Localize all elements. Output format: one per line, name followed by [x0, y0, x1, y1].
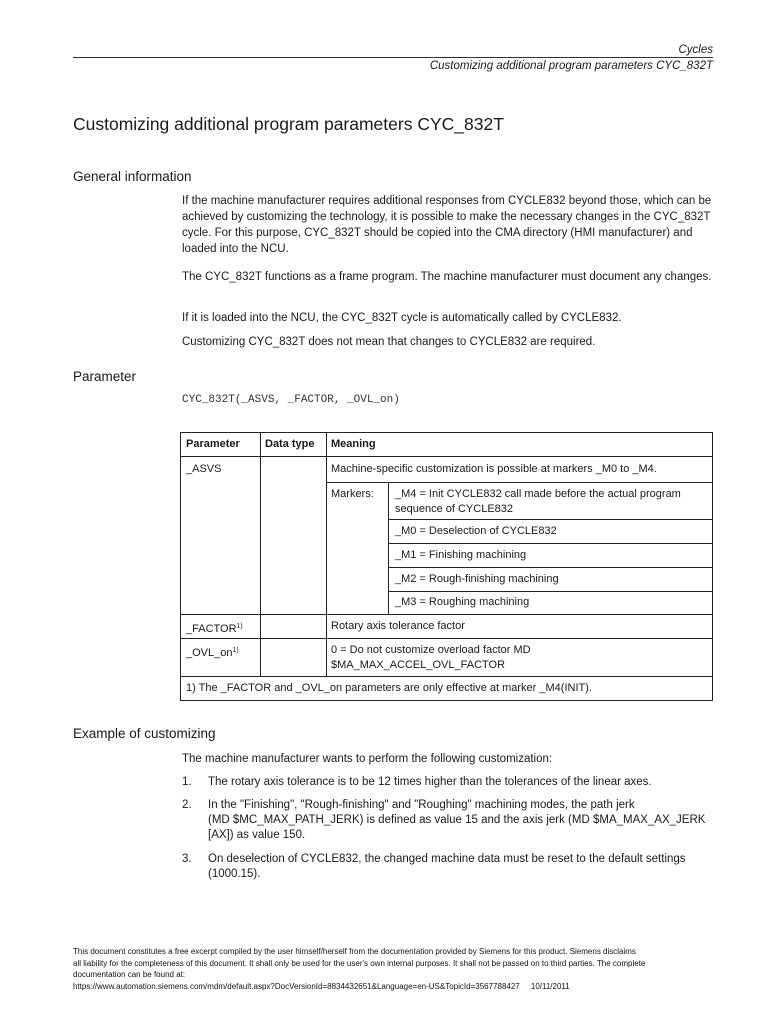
table-header-parameter: Parameter — [186, 438, 240, 450]
footer-disclaimer — [73, 946, 718, 992]
list-item-number: 1. — [182, 776, 192, 788]
table-rule — [388, 567, 713, 568]
example-intro: The machine manufacturer wants to perform the following customization: — [182, 753, 553, 765]
marker-m3: _M3 = Roughing machining — [395, 596, 530, 608]
parameter-heading: Parameter — [73, 369, 137, 384]
markers-label: Markers: — [331, 488, 374, 500]
marker-m2: _M2 = Rough-finishing machining — [395, 573, 559, 585]
footer-source — [73, 981, 718, 993]
table-rule — [180, 676, 713, 677]
table-rule — [388, 591, 713, 592]
asvs-meaning: Machine-specific customization is possible at markers _M0 to _M4. — [331, 463, 657, 475]
table-rule — [388, 543, 713, 544]
marker-m0: _M0 = Deselection of CYCLE832 — [395, 525, 557, 537]
header-rule — [73, 57, 713, 58]
factor-meaning: Rotary axis tolerance factor — [331, 620, 465, 632]
ovl-meaning-line: 0 = Do not customize overload factor MD — [331, 644, 531, 656]
param-factor-name: _FACTOR — [186, 623, 237, 635]
parameter-table — [180, 432, 713, 701]
table-rule — [326, 432, 327, 676]
list-item-text: In the "Finishing", "Rough-finishing" and "Roughing" machining modes, the path jerk — [208, 799, 635, 811]
syntax-line: CYC_832T(_ASVS, _FACTOR, _OVL_on) — [182, 394, 400, 406]
general-information-heading: General information — [73, 169, 192, 184]
param-asvs: _ASVS — [186, 463, 222, 475]
table-header-meaning: Meaning — [331, 438, 376, 450]
table-header-data-type: Data type — [265, 438, 315, 450]
footnote-ref: 1) — [232, 647, 239, 654]
footer-line: documentation can be found at: — [73, 970, 186, 979]
footnote-ref: 1) — [236, 623, 243, 630]
param-ovl-on-name: _OVL_on — [186, 647, 233, 659]
general-paragraph: Customizing CYC_832T does not mean that changes to CYCLE832 are required. — [182, 336, 596, 348]
general-paragraph: If the machine manufacturer requires additional responses from CYCLE832 beyond those, which can be achieved by customizing the technology, it is possible to make the necessary changes in the CYC_832T cycle. For this purpose, CYC_832T should be copied into the CMA directory (HMI manufacturer) and loaded into the NCU. — [182, 195, 712, 255]
table-rule — [712, 432, 713, 701]
footer-line: all liability for the completeness of this document. It shall only be used for the user's own internal purposes. It shall not be passed on to third parties. The complete — [73, 958, 646, 968]
table-rule — [180, 700, 713, 701]
table-rule — [180, 432, 181, 701]
ovl-meaning-line: $MA_MAX_ACCEL_OVL_FACTOR — [331, 659, 506, 671]
table-footnote: 1) The _FACTOR and _OVL_on parameters are only effective at marker _M4(INIT). — [186, 682, 592, 694]
marker-m4: _M4 = Init CYCLE832 call made before the actual program sequence of CYCLE832 — [395, 488, 681, 515]
page-title: Customizing additional program parameters CYC_832T — [73, 114, 504, 134]
table-rule — [260, 432, 261, 676]
list-item-text: On deselection of CYCLE832, the changed machine data must be reset to the default settings — [208, 853, 686, 865]
list-item-text: The rotary axis tolerance is to be 12 times higher than the tolerances of the linear axes. — [208, 776, 652, 788]
list-item-number: 2. — [182, 799, 192, 811]
param-ovl-on — [186, 643, 239, 661]
footer-url: https://www.automation.siemens.com/mdm/default.aspx?DocVersionId=8834432651&Language=en-US&TopicId=3567788427 — [73, 981, 520, 991]
table-rule — [388, 519, 713, 520]
table-rule — [326, 482, 713, 483]
running-header-chapter: Cycles — [678, 44, 713, 56]
footer-line: This document constitutes a free excerpt compiled by the user himself/herself from the documentation provided by Siemens for this product. Siemens disclaims — [73, 947, 636, 956]
general-paragraph: If it is loaded into the NCU, the CYC_832T cycle is automatically called by CYCLE832. — [182, 312, 622, 324]
general-paragraph: The CYC_832T functions as a frame program. The machine manufacturer must document any changes. — [182, 271, 712, 283]
list-item-text: (1000.15). — [208, 868, 261, 880]
list-item-text: [AX]) as value 150. — [208, 829, 306, 841]
example-heading: Example of customizing — [73, 726, 216, 741]
running-header-section: Customizing additional program parameters CYC_832T — [429, 60, 713, 72]
param-factor — [186, 619, 243, 637]
list-item-number: 3. — [182, 853, 192, 865]
marker-m1: _M1 = Finishing machining — [395, 549, 527, 561]
footer-date: 10/11/2011 — [530, 981, 570, 991]
table-rule — [388, 482, 389, 614]
list-item-text: (MD $MC_MAX_PATH_JERK) is defined as value 15 and the axis jerk (MD $MA_MAX_AX_JERK — [208, 814, 706, 826]
